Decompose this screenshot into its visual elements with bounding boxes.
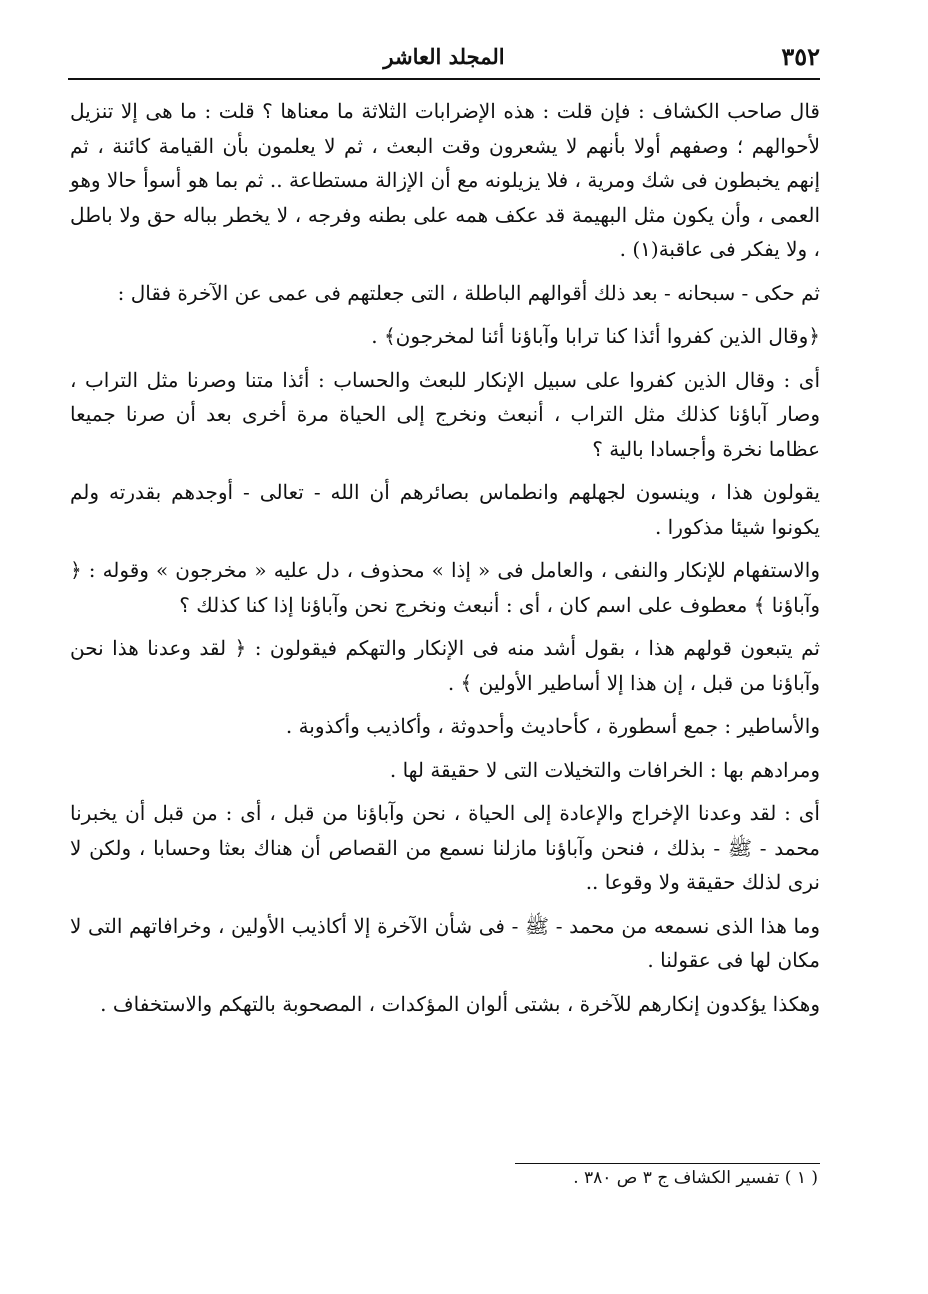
footnote: ( ١ ) تفسير الكشاف ج ٣ ص ٣٨٠ . (573, 1168, 818, 1188)
page-number: ٣٥٢ (781, 42, 820, 71)
paragraph: أى : لقد وعدنا الإخراج والإعادة إلى الحياة ، نحن وآباؤنا من قبل ، أى : من قبل أن يخبرنا محمد - ﷺ - بذلك ، فنحن وآباؤنا مازلنا نسمع من القصاص أن هناك بعثا وحسابا ، ولكن لا نرى لذلك حقيقة ولا وقوعا .. (70, 801, 820, 894)
running-title: المجلد العاشر (383, 44, 505, 69)
paragraph: ومرادهم بها : الخرافات والتخيلات التى لا حقيقة لها . (389, 757, 820, 782)
paragraph: ثم حكى - سبحانه - بعد ذلك أقوالهم الباطلة ، التى جعلتهم فى عمى عن الآخرة فقال : (117, 280, 820, 305)
paragraph: أى : وقال الذين كفروا على سبيل الإنكار للبعث والحساب : أئذا متنا وصرنا مثل التراب ، وصار آباؤنا كذلك مثل التراب ، أنبعث ونخرج إلى الحياة مرة أخرى بعد أن صرنا جميعا عظاما نخرة وأجسادا بالية ؟ (70, 367, 820, 461)
paragraph: ثم يتبعون قولهم هذا ، بقول أشد منه فى الإنكار والتهكم فيقولون : ﴿ لقد وعدنا هذا نحن وآباؤنا من قبل ، إن هذا إلا أساطير الأولين ﴾ . (70, 636, 820, 695)
body-text (70, 94, 820, 1030)
paragraph: والأساطير : جمع أسطورة ، كأحاديث وأحدوثة ، وأكاذيب وأكذوبة . (285, 714, 820, 738)
footnote-divider (515, 1163, 820, 1164)
paragraph: وما هذا الذى نسمعه من محمد - ﷺ - فى شأن الآخرة إلا أكاذيب الأولين ، وخرافاتهم التى لا مكان لها فى عقولنا . (70, 913, 820, 972)
quran-verse: ﴿وقال الذين كفروا أئذا كنا ترابا وآباؤنا أئنا لمخرجون﴾ . (371, 324, 820, 348)
page-header (68, 38, 820, 80)
paragraph: والاستفهام للإنكار والنفى ، والعامل فى « إذا » محذوف ، دل عليه « مخرجون » وقوله : ﴿ وآباؤنا ﴾ معطوف على اسم كان ، أى : أنبعث ونخرج نحن وآباؤنا إذا كنا كذلك ؟ (70, 558, 820, 617)
paragraph: وهكذا يؤكدون إنكارهم للآخرة ، بشتى ألوان المؤكدات ، المصحوبة بالتهكم والاستخفاف . (100, 991, 820, 1016)
paragraph: يقولون هذا ، وينسون لجهلهم وانطماس بصائرهم أن الله - تعالى - أوجدهم بقدرته ولم يكونوا شيئا مذكورا . (70, 480, 820, 539)
paragraph: قال صاحب الكشاف : فإن قلت : هذه الإضرابات الثلاثة ما معناها ؟ قلت : ما هى إلا تنزيل لأحوالهم ؛ وصفهم أولا بأنهم لا يشعرون وقت البعث ، ثم لا يعلمون بأن القيامة كائنة ، ثم إنهم يخبطون فى شك ومرية ، فلا يزيلونه مع أن الإزالة مستطاعة .. ثم بما هو أسوأ حالا وهو العمى ، وأن يكون مثل البهيمة قد عكف همه على بطنه وفرجه ، لا يخطر بباله حق ولا باطل ، ولا يفكر فى عاقبة(١) . (70, 99, 820, 261)
